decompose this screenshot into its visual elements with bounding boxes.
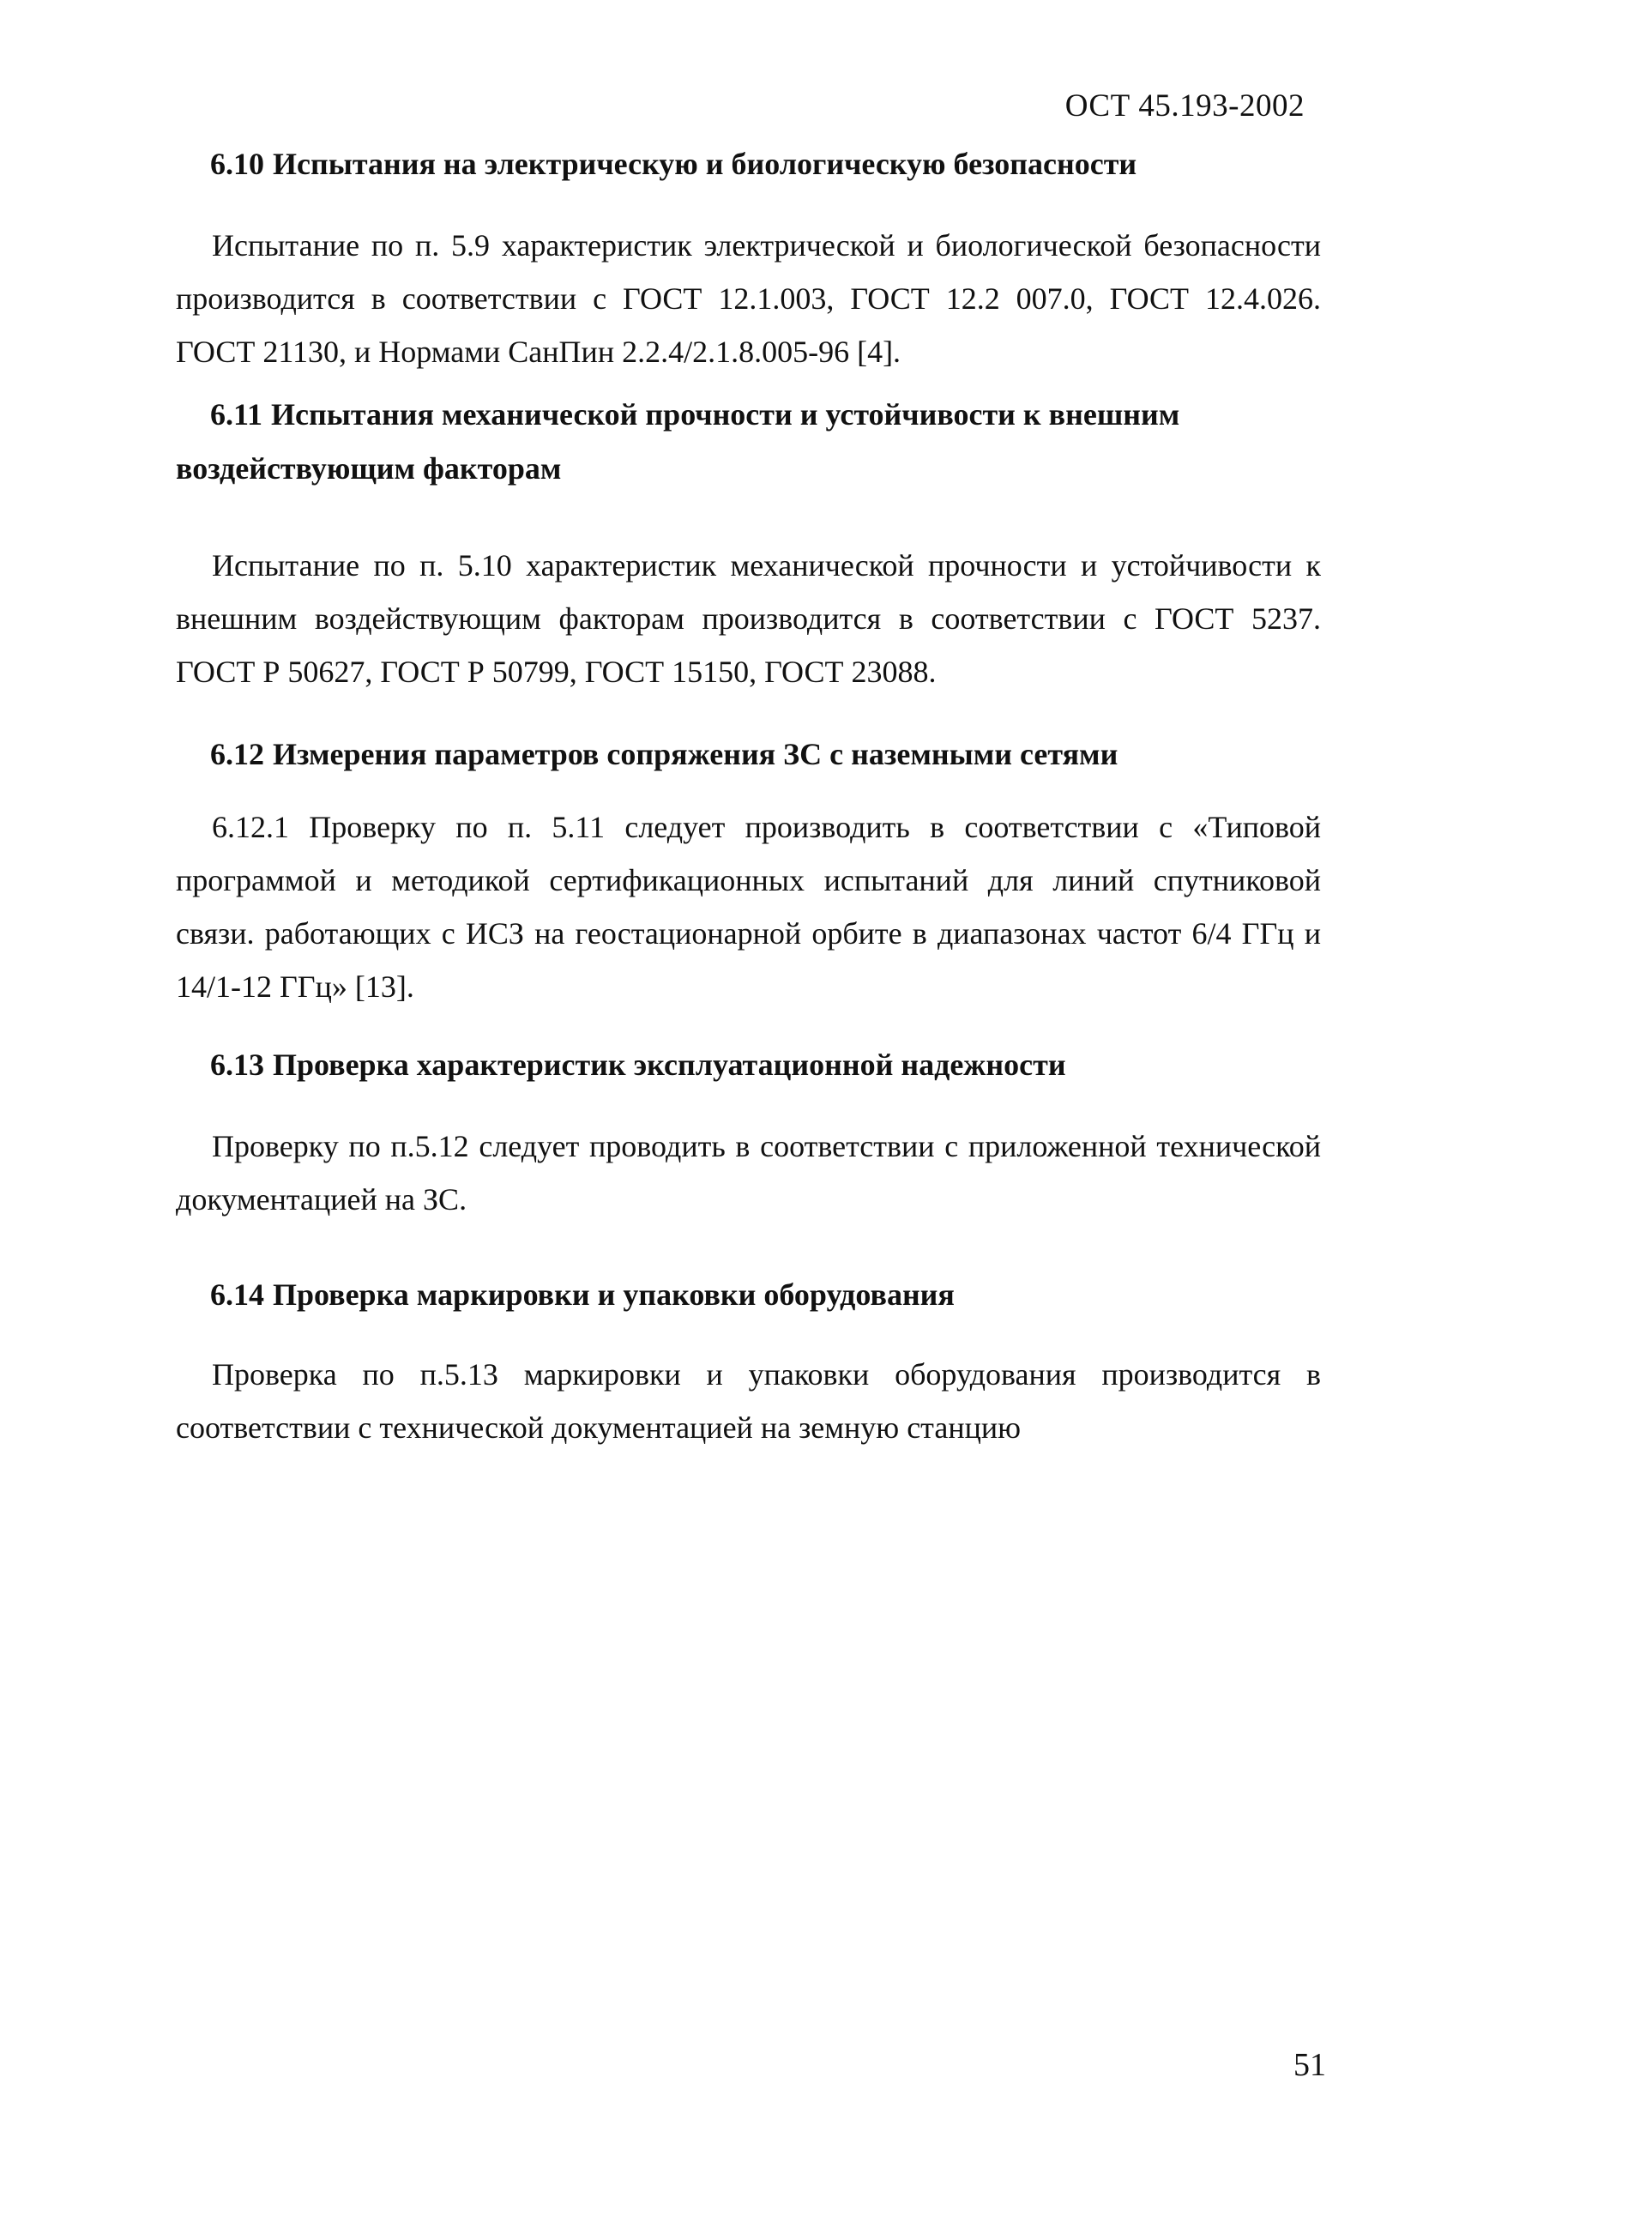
section-heading — [210, 1038, 1321, 1092]
section-6-11 — [176, 388, 1321, 698]
section-heading — [210, 1268, 1321, 1322]
section-title: Проверка характеристик эксплуатационной надежности — [273, 1048, 1066, 1082]
section-title: Измерения параметров сопряжения ЗС с наземными сетями — [273, 737, 1118, 771]
section-text: Испытание по п. 5.9 характеристик электрической и биологической безопасности производится в соответствии с ГОСТ 12.1.003, ГОСТ 12.2 007.0, ГОСТ 12.4.026. ГОСТ 21130, и Нормами СанПин 2.2.4/2.1.8.005-96 [4]. — [176, 228, 1321, 369]
section-6-12 — [176, 728, 1321, 1013]
section-text: 6.12.1 Проверку по п. 5.11 следует производить в соответствии с «Типовой программой и методикой сертификационных испытаний для линий спутниковой связи. работающих с ИСЗ на геостационарной орбите в диапазонах частот 6/4 ГГц и 14/1-12 ГГц» [13]. — [176, 810, 1321, 1004]
section-text: Проверку по п.5.12 следует проводить в соответствии с приложенной технической документацией на ЗС. — [176, 1129, 1321, 1217]
section-number: 6.13 — [210, 1048, 264, 1082]
section-number: 6.14 — [210, 1277, 264, 1312]
section-number: 6.12 — [210, 737, 264, 771]
section-6-14 — [176, 1268, 1321, 1454]
section-text: Проверка по п.5.13 маркировки и упаковки оборудования производится в соответствии с технической документацией на земную станцию — [176, 1357, 1321, 1445]
section-6-13 — [176, 1038, 1321, 1226]
section-title: Проверка маркировки и упаковки оборудования — [273, 1277, 955, 1312]
section-text: Испытание по п. 5.10 характеристик механической прочности и устойчивости к внешним воздействующим факторам производится в соответствии с ГОСТ 5237. ГОСТ Р 50627, ГОСТ Р 50799, ГОСТ 15150, ГОСТ 23088. — [176, 548, 1321, 689]
section-number: 6.10 — [210, 147, 264, 181]
section-title: Испытания на электрическую и биологическую безопасности — [273, 147, 1137, 181]
section-number: 6.11 — [210, 397, 263, 432]
section-heading — [210, 728, 1321, 782]
section-heading — [176, 388, 1321, 496]
section-6-10 — [176, 137, 1321, 378]
section-heading — [210, 137, 1321, 191]
document-code: ОСТ 45.193-2002 — [1064, 88, 1305, 124]
section-title: Испытания механической прочности и устойчивости к внешним воздействующим факторам — [176, 397, 1180, 486]
page-number: 51 — [1293, 2047, 1326, 2083]
